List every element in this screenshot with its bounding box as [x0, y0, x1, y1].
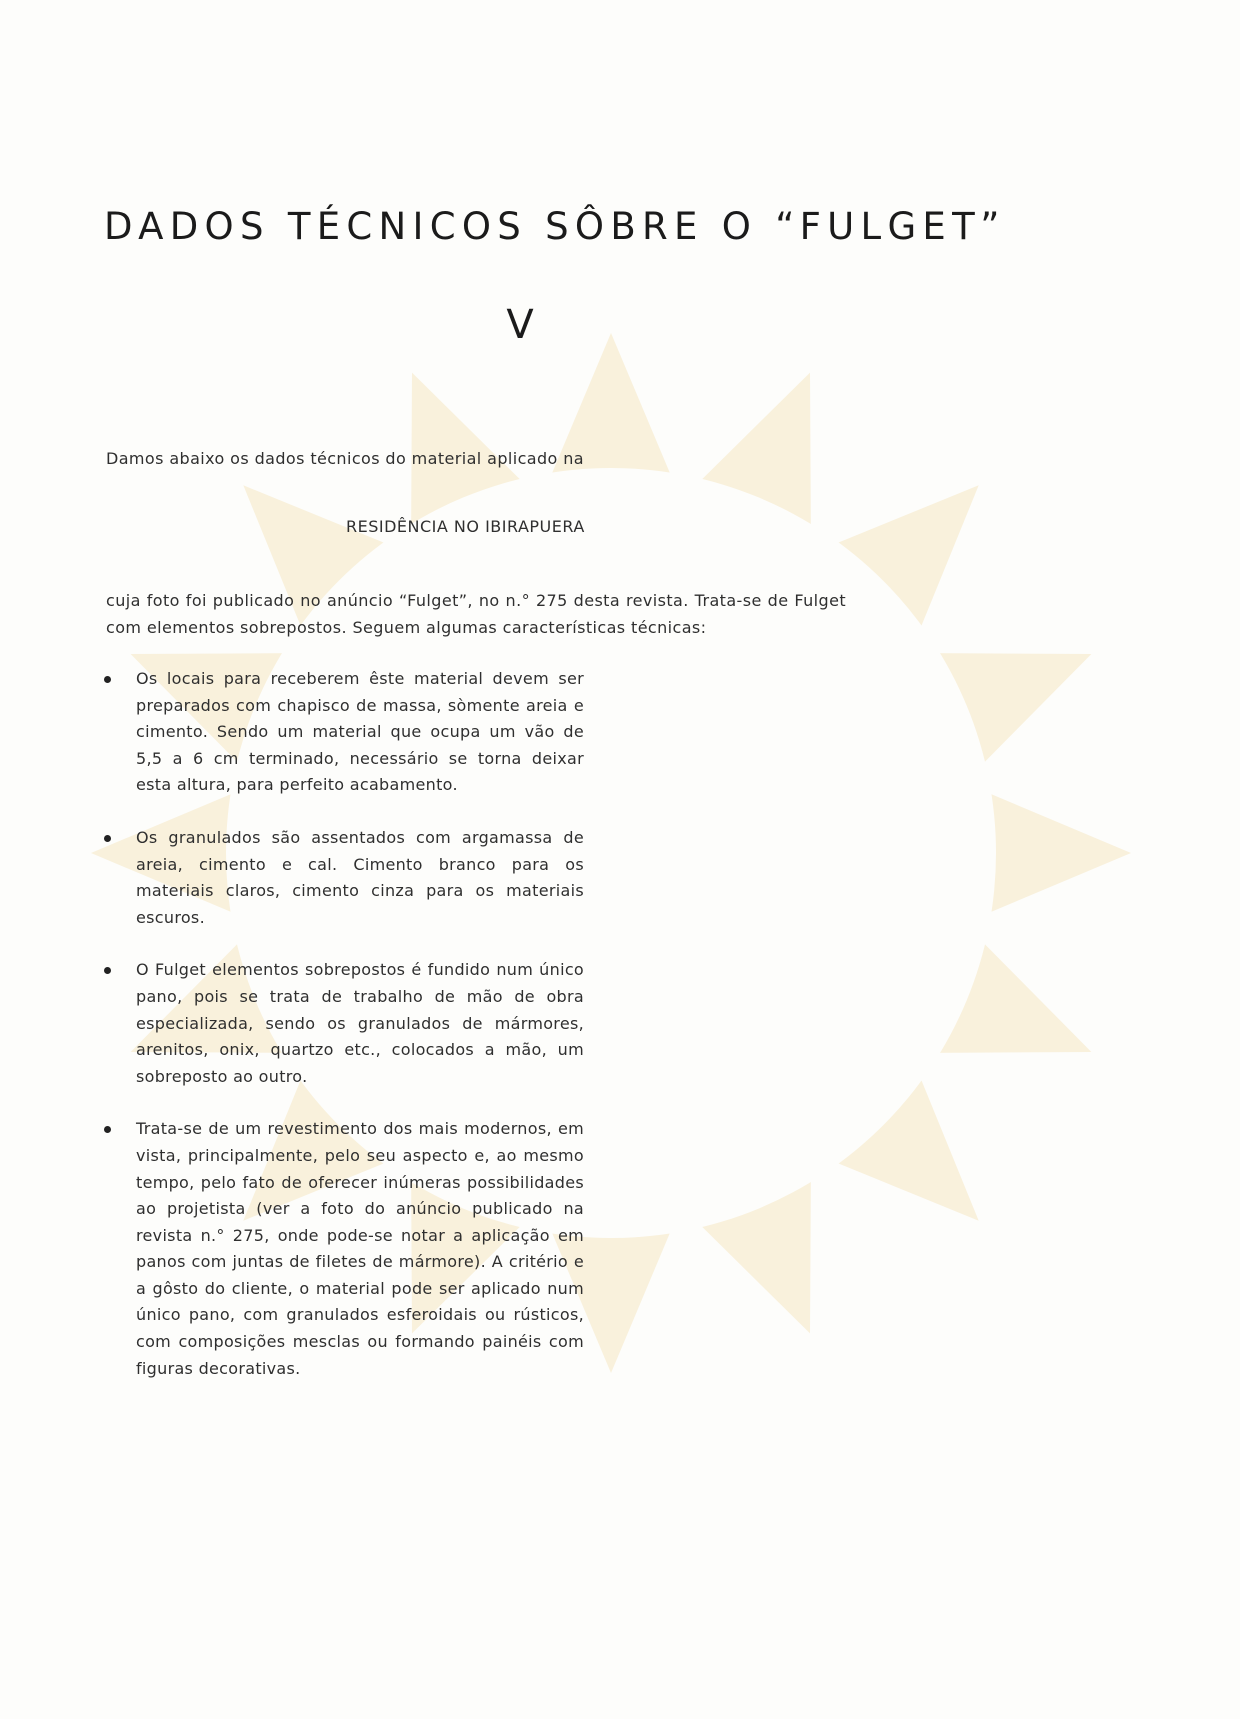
list-item: [104, 1116, 584, 1382]
bullet-icon: [104, 835, 111, 842]
characteristics-list: [104, 666, 584, 1408]
intro-line: Damos abaixo os dados técnicos do material aplicado na: [106, 449, 584, 468]
bullet-icon: [104, 967, 111, 974]
list-item-text: Os granulados são assentados com argamassa de areia, cimento e cal. Cimento branco para os materiais claros, cimento cinza para os materiais escuros.: [136, 827, 584, 927]
subject-heading: RESIDÊNCIA NO IBIRAPUERA: [346, 517, 585, 536]
intro-paragraph: cuja foto foi publicado no anúncio “Fulget”, no n.° 275 desta revista. Trata-se de Fulget com elementos sobrepostos. Seguem algumas características técnicas:: [106, 591, 846, 637]
list-item-text: Os locais para receberem êste material devem ser preparados com chapisco de massa, sòmente areia e cimento. Sendo um material que ocupa um vão de 5,5 a 6 cm terminado, necessário se torna deixar esta altura, para perfeito acabamento.: [136, 669, 584, 795]
list-item: [104, 825, 584, 931]
bullet-icon: [104, 676, 111, 683]
list-item: [104, 957, 584, 1090]
list-item-text: O Fulget elementos sobrepostos é fundido num único pano, pois se trata de trabalho de mão de obra especializada, sendo os granulados de mármores, arenitos, onix, quartzo etc., colocados a mão, um sobreposto ao outro.: [136, 960, 584, 1086]
list-item: [104, 666, 584, 799]
page-title: DADOS TÉCNICOS SÔBRE O “FULGET”: [104, 205, 1006, 248]
section-numeral: V: [506, 302, 534, 348]
list-item-text: Trata-se de um revestimento dos mais modernos, em vista, principalmente, pelo seu aspecto e, ao mesmo tempo, pelo fato de oferecer inúmeras possibilidades ao projetista (ver a foto do anúncio publicado na revista n.° 275, onde pode-se notar a aplicação em panos com juntas de filetes de mármore). A critério e a gôsto do cliente, o material pode ser aplicado num único pano, com granulados esferoidais ou rústicos, com composições mesclas ou formando painéis com figuras decorativas.: [136, 1119, 584, 1378]
bullet-icon: [104, 1126, 111, 1133]
